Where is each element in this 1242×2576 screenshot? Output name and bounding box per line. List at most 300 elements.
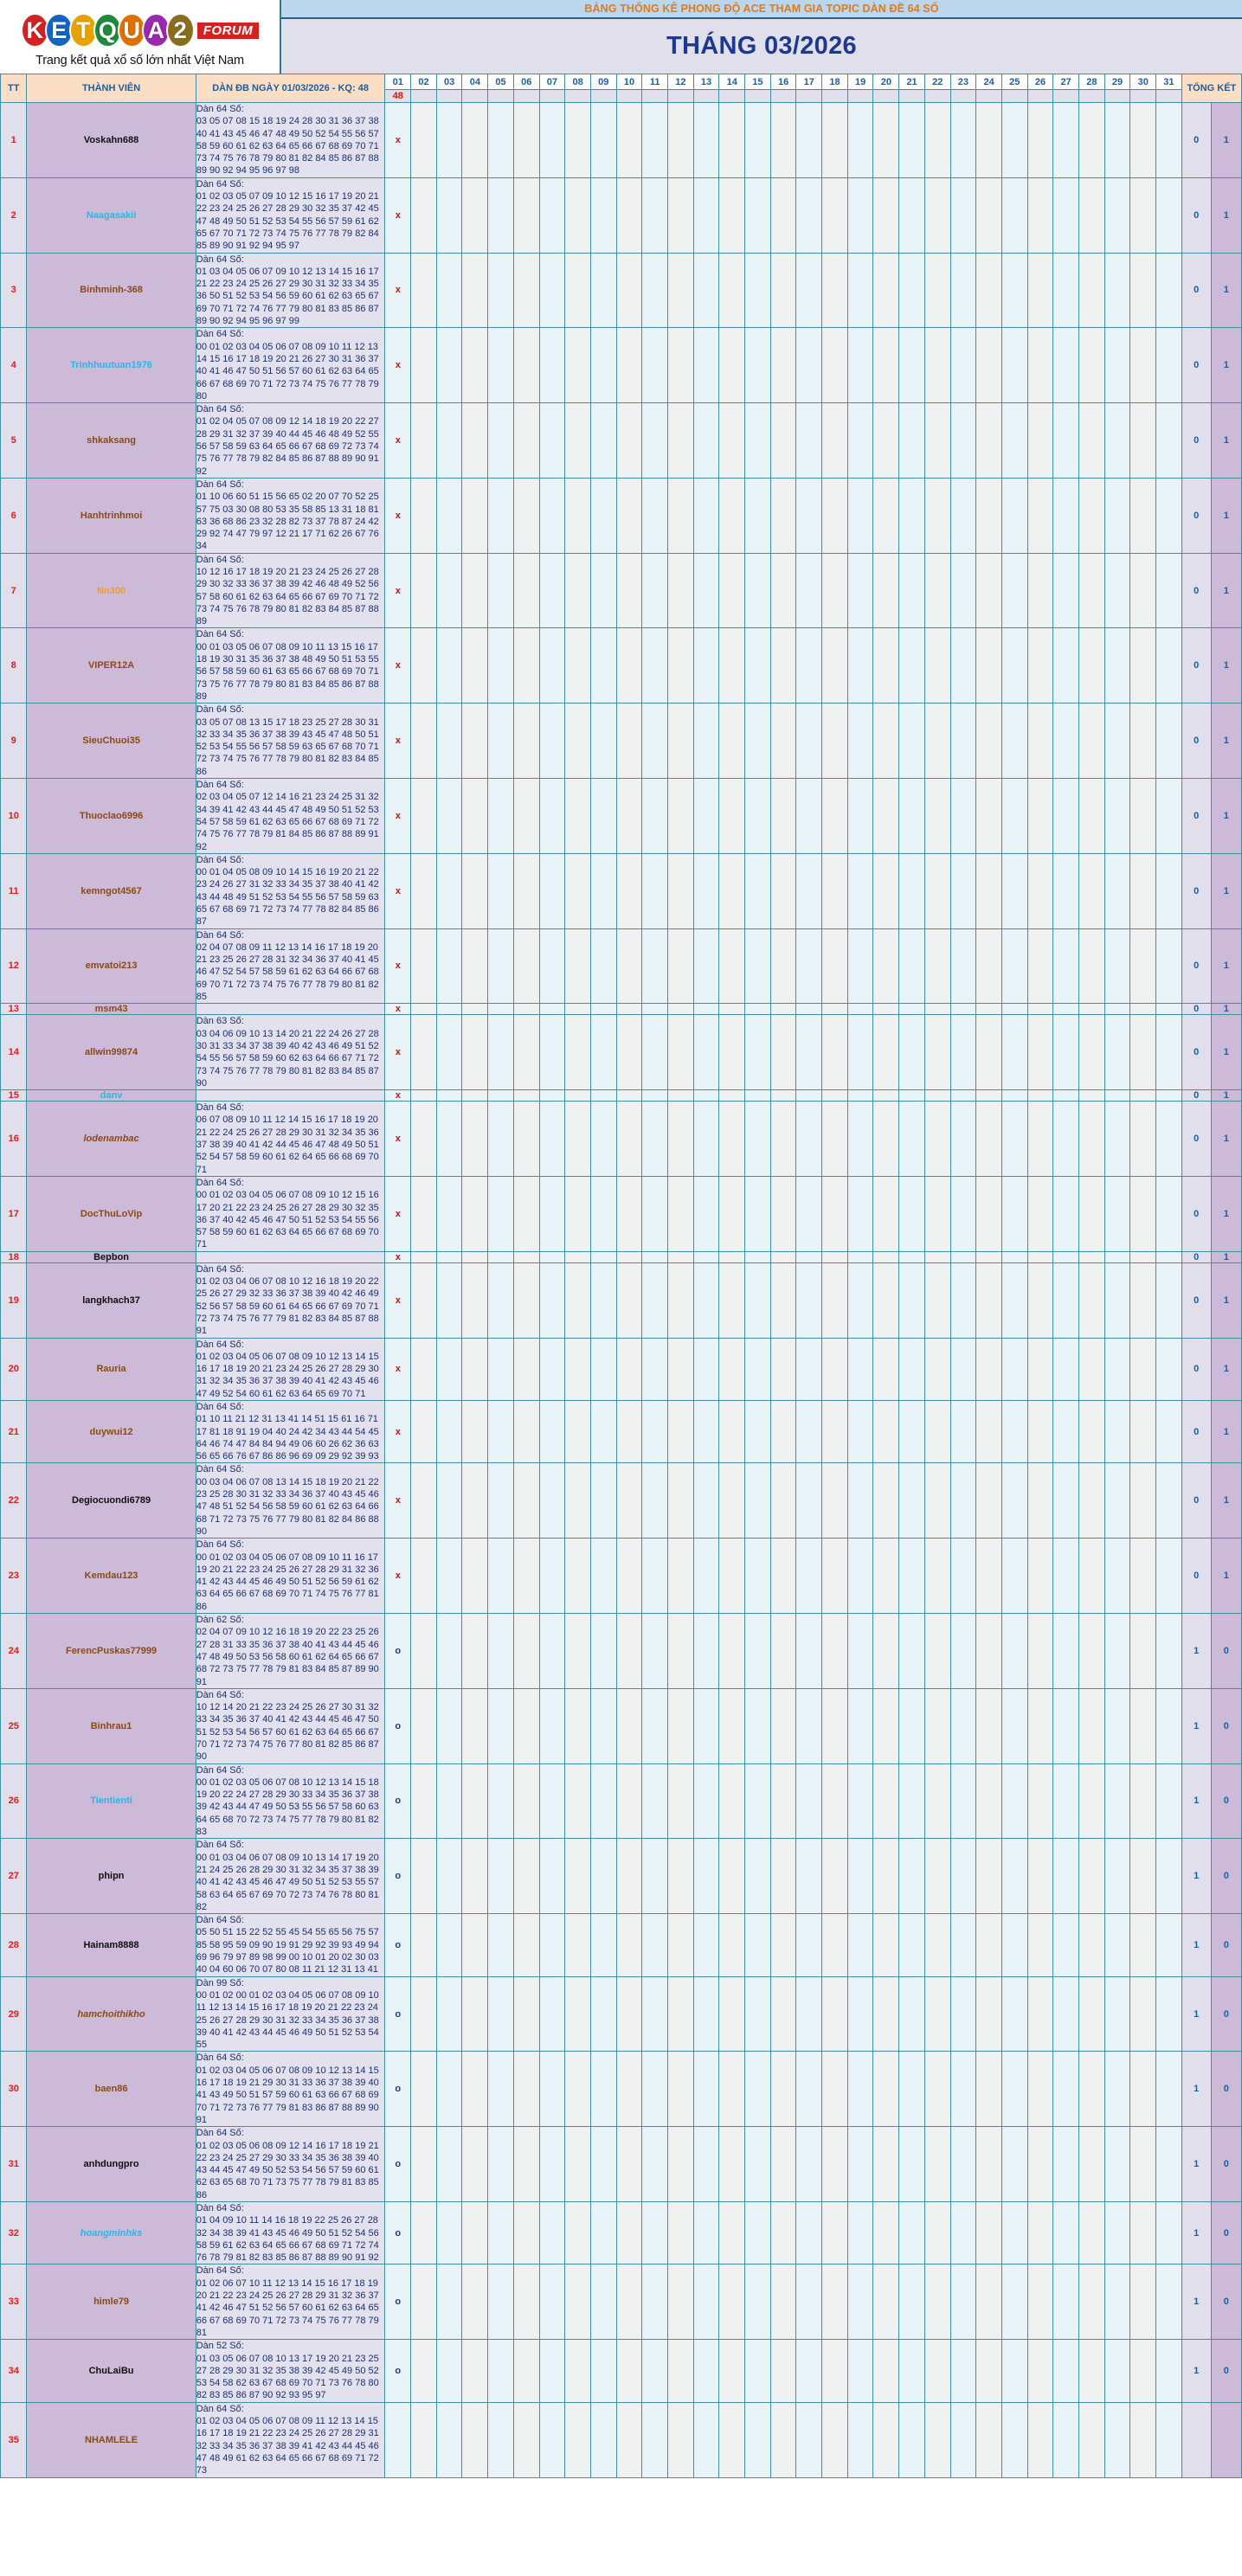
day-cell-30[interactable]	[1130, 2127, 1156, 2202]
day-cell-07[interactable]	[539, 779, 565, 854]
day-cell-21[interactable]	[899, 1262, 925, 1338]
day-cell-02[interactable]	[411, 1015, 437, 1090]
day-cell-09[interactable]	[590, 1839, 616, 1914]
day-cell-02[interactable]	[411, 628, 437, 703]
day-cell-21[interactable]	[899, 1338, 925, 1400]
day-cell-26[interactable]	[1027, 1015, 1053, 1090]
day-cell-12[interactable]	[667, 1400, 693, 1462]
day-cell-24[interactable]	[976, 1176, 1002, 1251]
day-cell-08[interactable]	[565, 328, 591, 403]
day-cell-08[interactable]	[565, 928, 591, 1004]
day-cell-01[interactable]: x	[385, 328, 411, 403]
day-cell-20[interactable]	[873, 1090, 899, 1102]
day-cell-26[interactable]	[1027, 1090, 1053, 1102]
day-cell-01[interactable]: x	[385, 1004, 411, 1015]
day-cell-14[interactable]	[719, 1614, 745, 1689]
day-cell-21[interactable]	[899, 403, 925, 479]
day-cell-16[interactable]	[770, 1614, 796, 1689]
day-cell-18[interactable]	[822, 403, 848, 479]
day-cell-12[interactable]	[667, 1176, 693, 1251]
day-cell-11[interactable]	[642, 177, 668, 253]
day-cell-08[interactable]	[565, 2201, 591, 2264]
day-cell-14[interactable]	[719, 553, 745, 628]
day-cell-27[interactable]	[1053, 779, 1079, 854]
day-cell-12[interactable]	[667, 928, 693, 1004]
site-logo[interactable]	[0, 0, 281, 74]
day-cell-09[interactable]	[590, 253, 616, 328]
day-cell-10[interactable]	[616, 1015, 642, 1090]
day-cell-15[interactable]	[745, 553, 771, 628]
day-cell-12[interactable]	[667, 177, 693, 253]
member-name-cell[interactable]	[27, 253, 196, 328]
day-cell-18[interactable]	[822, 1338, 848, 1400]
day-cell-24[interactable]	[976, 2402, 1002, 2477]
day-cell-12[interactable]	[667, 1688, 693, 1763]
day-cell-12[interactable]	[667, 103, 693, 178]
day-cell-21[interactable]	[899, 2264, 925, 2340]
day-cell-16[interactable]	[770, 1015, 796, 1090]
day-cell-13[interactable]	[693, 2264, 719, 2340]
day-cell-23[interactable]	[950, 1400, 976, 1462]
member-name-cell[interactable]	[27, 779, 196, 854]
day-cell-17[interactable]	[796, 1015, 822, 1090]
day-cell-25[interactable]	[1001, 779, 1027, 854]
day-cell-30[interactable]	[1130, 1400, 1156, 1462]
day-cell-30[interactable]	[1130, 253, 1156, 328]
day-cell-02[interactable]	[411, 103, 437, 178]
day-cell-21[interactable]	[899, 2201, 925, 2264]
day-cell-31[interactable]	[1156, 553, 1182, 628]
day-cell-13[interactable]	[693, 1102, 719, 1177]
day-cell-20[interactable]	[873, 103, 899, 178]
day-cell-05[interactable]	[488, 253, 514, 328]
member-name-cell[interactable]	[27, 1015, 196, 1090]
day-cell-29[interactable]	[1104, 328, 1130, 403]
day-cell-12[interactable]	[667, 1839, 693, 1914]
day-cell-27[interactable]	[1053, 703, 1079, 779]
day-cell-06[interactable]	[513, 853, 539, 928]
day-cell-09[interactable]	[590, 1004, 616, 1015]
day-cell-05[interactable]	[488, 1539, 514, 1614]
day-cell-04[interactable]	[462, 2052, 488, 2127]
day-cell-19[interactable]	[847, 1090, 873, 1102]
day-cell-24[interactable]	[976, 553, 1002, 628]
day-cell-15[interactable]	[745, 2402, 771, 2477]
day-cell-29[interactable]	[1104, 478, 1130, 553]
col-header-day-02[interactable]: 02	[411, 74, 437, 90]
col-header-day-18[interactable]: 18	[822, 74, 848, 90]
day-cell-17[interactable]	[796, 553, 822, 628]
day-cell-21[interactable]	[899, 478, 925, 553]
day-cell-27[interactable]	[1053, 1102, 1079, 1177]
day-cell-03[interactable]	[436, 1176, 462, 1251]
day-cell-20[interactable]	[873, 703, 899, 779]
day-cell-02[interactable]	[411, 1102, 437, 1177]
day-cell-07[interactable]	[539, 1251, 565, 1262]
day-cell-11[interactable]	[642, 403, 668, 479]
day-cell-17[interactable]	[796, 403, 822, 479]
day-cell-22[interactable]	[924, 1839, 950, 1914]
day-cell-17[interactable]	[796, 103, 822, 178]
day-cell-26[interactable]	[1027, 1262, 1053, 1338]
day-cell-07[interactable]	[539, 328, 565, 403]
day-cell-14[interactable]	[719, 103, 745, 178]
day-cell-14[interactable]	[719, 403, 745, 479]
day-cell-02[interactable]	[411, 853, 437, 928]
day-cell-04[interactable]	[462, 703, 488, 779]
day-cell-20[interactable]	[873, 1463, 899, 1539]
day-cell-08[interactable]	[565, 703, 591, 779]
member-name-cell[interactable]	[27, 1463, 196, 1539]
day-cell-18[interactable]	[822, 1976, 848, 2052]
day-cell-11[interactable]	[642, 1251, 668, 1262]
day-cell-29[interactable]	[1104, 779, 1130, 854]
day-cell-19[interactable]	[847, 1976, 873, 2052]
day-cell-19[interactable]	[847, 1688, 873, 1763]
day-cell-14[interactable]	[719, 1015, 745, 1090]
day-cell-27[interactable]	[1053, 253, 1079, 328]
day-cell-04[interactable]	[462, 1976, 488, 2052]
day-cell-19[interactable]	[847, 2201, 873, 2264]
day-cell-24[interactable]	[976, 1539, 1002, 1614]
day-cell-23[interactable]	[950, 1976, 976, 2052]
day-cell-09[interactable]	[590, 553, 616, 628]
day-cell-29[interactable]	[1104, 253, 1130, 328]
day-cell-16[interactable]	[770, 2402, 796, 2477]
day-cell-16[interactable]	[770, 1539, 796, 1614]
day-cell-20[interactable]	[873, 2340, 899, 2402]
day-cell-22[interactable]	[924, 1090, 950, 1102]
day-cell-14[interactable]	[719, 1338, 745, 1400]
day-cell-10[interactable]	[616, 1400, 642, 1462]
day-cell-28[interactable]	[1078, 853, 1104, 928]
day-cell-15[interactable]	[745, 1251, 771, 1262]
day-cell-23[interactable]	[950, 1262, 976, 1338]
day-cell-17[interactable]	[796, 1763, 822, 1839]
day-cell-07[interactable]	[539, 1400, 565, 1462]
day-cell-18[interactable]	[822, 553, 848, 628]
day-cell-25[interactable]	[1001, 928, 1027, 1004]
day-cell-28[interactable]	[1078, 1004, 1104, 1015]
day-cell-30[interactable]	[1130, 403, 1156, 479]
day-cell-01[interactable]: o	[385, 2340, 411, 2402]
day-cell-27[interactable]	[1053, 1090, 1079, 1102]
day-cell-16[interactable]	[770, 1914, 796, 1976]
day-cell-31[interactable]	[1156, 1839, 1182, 1914]
day-cell-18[interactable]	[822, 2201, 848, 2264]
day-cell-15[interactable]	[745, 1614, 771, 1689]
day-cell-25[interactable]	[1001, 1400, 1027, 1462]
day-cell-17[interactable]	[796, 478, 822, 553]
col-header-day-05[interactable]: 05	[488, 74, 514, 90]
day-cell-24[interactable]	[976, 253, 1002, 328]
day-cell-26[interactable]	[1027, 478, 1053, 553]
day-cell-20[interactable]	[873, 1338, 899, 1400]
day-cell-14[interactable]	[719, 1839, 745, 1914]
day-cell-25[interactable]	[1001, 1914, 1027, 1976]
day-cell-05[interactable]	[488, 628, 514, 703]
day-cell-26[interactable]	[1027, 928, 1053, 1004]
day-cell-04[interactable]	[462, 2264, 488, 2340]
day-cell-17[interactable]	[796, 628, 822, 703]
day-cell-22[interactable]	[924, 1614, 950, 1689]
day-cell-12[interactable]	[667, 779, 693, 854]
day-cell-08[interactable]	[565, 1090, 591, 1102]
col-header-day-12[interactable]: 12	[667, 74, 693, 90]
day-cell-27[interactable]	[1053, 103, 1079, 178]
day-cell-01[interactable]: o	[385, 1976, 411, 2052]
day-cell-09[interactable]	[590, 478, 616, 553]
day-cell-14[interactable]	[719, 2340, 745, 2402]
day-cell-12[interactable]	[667, 2264, 693, 2340]
day-cell-19[interactable]	[847, 1102, 873, 1177]
day-cell-01[interactable]: x	[385, 1015, 411, 1090]
day-cell-29[interactable]	[1104, 1688, 1130, 1763]
day-cell-04[interactable]	[462, 553, 488, 628]
day-cell-01[interactable]: x	[385, 1090, 411, 1102]
day-cell-23[interactable]	[950, 1688, 976, 1763]
member-name-cell[interactable]	[27, 1976, 196, 2052]
day-cell-25[interactable]	[1001, 1176, 1027, 1251]
day-cell-30[interactable]	[1130, 1338, 1156, 1400]
col-header-day-16[interactable]: 16	[770, 74, 796, 90]
day-cell-02[interactable]	[411, 2264, 437, 2340]
day-cell-27[interactable]	[1053, 2402, 1079, 2477]
day-cell-26[interactable]	[1027, 1763, 1053, 1839]
day-cell-15[interactable]	[745, 1976, 771, 2052]
day-cell-06[interactable]	[513, 928, 539, 1004]
day-cell-01[interactable]: x	[385, 1262, 411, 1338]
day-cell-14[interactable]	[719, 1763, 745, 1839]
day-cell-28[interactable]	[1078, 1763, 1104, 1839]
day-cell-19[interactable]	[847, 2127, 873, 2202]
day-cell-26[interactable]	[1027, 1338, 1053, 1400]
day-cell-10[interactable]	[616, 928, 642, 1004]
day-cell-13[interactable]	[693, 553, 719, 628]
day-cell-17[interactable]	[796, 2201, 822, 2264]
day-cell-25[interactable]	[1001, 328, 1027, 403]
day-cell-08[interactable]	[565, 628, 591, 703]
day-cell-25[interactable]	[1001, 177, 1027, 253]
day-cell-31[interactable]	[1156, 2340, 1182, 2402]
day-cell-31[interactable]	[1156, 403, 1182, 479]
day-cell-09[interactable]	[590, 928, 616, 1004]
day-cell-13[interactable]	[693, 1539, 719, 1614]
day-cell-09[interactable]	[590, 1176, 616, 1251]
day-cell-21[interactable]	[899, 1463, 925, 1539]
day-cell-28[interactable]	[1078, 628, 1104, 703]
day-cell-13[interactable]	[693, 1015, 719, 1090]
day-cell-11[interactable]	[642, 2340, 668, 2402]
day-cell-06[interactable]	[513, 1176, 539, 1251]
day-cell-09[interactable]	[590, 1614, 616, 1689]
day-cell-16[interactable]	[770, 2052, 796, 2127]
day-cell-16[interactable]	[770, 478, 796, 553]
day-cell-27[interactable]	[1053, 1976, 1079, 2052]
day-cell-17[interactable]	[796, 2340, 822, 2402]
day-cell-27[interactable]	[1053, 478, 1079, 553]
day-cell-19[interactable]	[847, 928, 873, 1004]
day-cell-09[interactable]	[590, 1976, 616, 2052]
day-cell-31[interactable]	[1156, 1004, 1182, 1015]
day-cell-02[interactable]	[411, 2340, 437, 2402]
day-cell-29[interactable]	[1104, 1015, 1130, 1090]
day-cell-31[interactable]	[1156, 1463, 1182, 1539]
day-cell-05[interactable]	[488, 177, 514, 253]
day-cell-07[interactable]	[539, 1688, 565, 1763]
day-cell-25[interactable]	[1001, 1463, 1027, 1539]
day-cell-04[interactable]	[462, 1400, 488, 1462]
day-cell-21[interactable]	[899, 1539, 925, 1614]
day-cell-30[interactable]	[1130, 1463, 1156, 1539]
day-cell-24[interactable]	[976, 853, 1002, 928]
member-name-cell[interactable]	[27, 478, 196, 553]
day-cell-26[interactable]	[1027, 1688, 1053, 1763]
day-cell-04[interactable]	[462, 1539, 488, 1614]
day-cell-06[interactable]	[513, 1839, 539, 1914]
day-cell-08[interactable]	[565, 2402, 591, 2477]
day-cell-29[interactable]	[1104, 1400, 1130, 1462]
day-cell-08[interactable]	[565, 1688, 591, 1763]
day-cell-18[interactable]	[822, 1463, 848, 1539]
day-cell-15[interactable]	[745, 1262, 771, 1338]
day-cell-23[interactable]	[950, 1338, 976, 1400]
day-cell-08[interactable]	[565, 2264, 591, 2340]
member-name-cell[interactable]	[27, 2340, 196, 2402]
day-cell-30[interactable]	[1130, 553, 1156, 628]
day-cell-04[interactable]	[462, 253, 488, 328]
day-cell-25[interactable]	[1001, 1090, 1027, 1102]
day-cell-31[interactable]	[1156, 1688, 1182, 1763]
day-cell-25[interactable]	[1001, 478, 1027, 553]
day-cell-21[interactable]	[899, 1090, 925, 1102]
day-cell-26[interactable]	[1027, 2052, 1053, 2127]
day-cell-23[interactable]	[950, 628, 976, 703]
day-cell-23[interactable]	[950, 1914, 976, 1976]
day-cell-29[interactable]	[1104, 1976, 1130, 2052]
day-cell-15[interactable]	[745, 928, 771, 1004]
day-cell-14[interactable]	[719, 1004, 745, 1015]
day-cell-04[interactable]	[462, 1004, 488, 1015]
day-cell-09[interactable]	[590, 2201, 616, 2264]
day-cell-27[interactable]	[1053, 1015, 1079, 1090]
day-cell-07[interactable]	[539, 1102, 565, 1177]
day-cell-03[interactable]	[436, 1090, 462, 1102]
day-cell-08[interactable]	[565, 1400, 591, 1462]
day-cell-23[interactable]	[950, 1176, 976, 1251]
day-cell-07[interactable]	[539, 1763, 565, 1839]
day-cell-03[interactable]	[436, 1251, 462, 1262]
day-cell-13[interactable]	[693, 1176, 719, 1251]
day-cell-12[interactable]	[667, 628, 693, 703]
day-cell-06[interactable]	[513, 1976, 539, 2052]
day-cell-09[interactable]	[590, 1688, 616, 1763]
day-cell-25[interactable]	[1001, 2340, 1027, 2402]
day-cell-27[interactable]	[1053, 2201, 1079, 2264]
day-cell-27[interactable]	[1053, 1463, 1079, 1539]
day-cell-24[interactable]	[976, 1400, 1002, 1462]
day-cell-20[interactable]	[873, 1614, 899, 1689]
day-cell-13[interactable]	[693, 1251, 719, 1262]
day-cell-09[interactable]	[590, 1914, 616, 1976]
day-cell-10[interactable]	[616, 1839, 642, 1914]
day-cell-05[interactable]	[488, 1688, 514, 1763]
day-cell-07[interactable]	[539, 1539, 565, 1614]
day-cell-03[interactable]	[436, 2264, 462, 2340]
day-cell-15[interactable]	[745, 253, 771, 328]
day-cell-06[interactable]	[513, 2201, 539, 2264]
day-cell-27[interactable]	[1053, 403, 1079, 479]
day-cell-30[interactable]	[1130, 1539, 1156, 1614]
day-cell-24[interactable]	[976, 1463, 1002, 1539]
day-cell-16[interactable]	[770, 779, 796, 854]
day-cell-13[interactable]	[693, 1914, 719, 1976]
day-cell-14[interactable]	[719, 253, 745, 328]
day-cell-10[interactable]	[616, 1539, 642, 1614]
day-cell-29[interactable]	[1104, 103, 1130, 178]
day-cell-31[interactable]	[1156, 1015, 1182, 1090]
day-cell-28[interactable]	[1078, 779, 1104, 854]
day-cell-16[interactable]	[770, 1463, 796, 1539]
day-cell-13[interactable]	[693, 2340, 719, 2402]
day-cell-26[interactable]	[1027, 1004, 1053, 1015]
day-cell-14[interactable]	[719, 1539, 745, 1614]
day-cell-14[interactable]	[719, 328, 745, 403]
day-cell-27[interactable]	[1053, 2340, 1079, 2402]
day-cell-20[interactable]	[873, 1976, 899, 2052]
day-cell-18[interactable]	[822, 1763, 848, 1839]
day-cell-26[interactable]	[1027, 2264, 1053, 2340]
day-cell-12[interactable]	[667, 1763, 693, 1839]
day-cell-24[interactable]	[976, 1004, 1002, 1015]
day-cell-02[interactable]	[411, 1976, 437, 2052]
day-cell-10[interactable]	[616, 1251, 642, 1262]
day-cell-30[interactable]	[1130, 1976, 1156, 2052]
day-cell-22[interactable]	[924, 853, 950, 928]
day-cell-19[interactable]	[847, 2264, 873, 2340]
day-cell-03[interactable]	[436, 1102, 462, 1177]
day-cell-31[interactable]	[1156, 478, 1182, 553]
day-cell-21[interactable]	[899, 928, 925, 1004]
day-cell-15[interactable]	[745, 703, 771, 779]
day-cell-02[interactable]	[411, 1251, 437, 1262]
day-cell-20[interactable]	[873, 403, 899, 479]
day-cell-15[interactable]	[745, 1914, 771, 1976]
day-cell-27[interactable]	[1053, 1338, 1079, 1400]
day-cell-01[interactable]: o	[385, 2127, 411, 2202]
day-cell-01[interactable]: x	[385, 853, 411, 928]
day-cell-21[interactable]	[899, 1688, 925, 1763]
day-cell-31[interactable]	[1156, 2264, 1182, 2340]
day-cell-01[interactable]: x	[385, 628, 411, 703]
day-cell-22[interactable]	[924, 1914, 950, 1976]
day-cell-15[interactable]	[745, 177, 771, 253]
day-cell-10[interactable]	[616, 2127, 642, 2202]
day-cell-19[interactable]	[847, 253, 873, 328]
day-cell-29[interactable]	[1104, 553, 1130, 628]
day-cell-11[interactable]	[642, 2264, 668, 2340]
day-cell-31[interactable]	[1156, 328, 1182, 403]
day-cell-02[interactable]	[411, 1090, 437, 1102]
day-cell-08[interactable]	[565, 779, 591, 854]
day-cell-13[interactable]	[693, 1839, 719, 1914]
day-cell-17[interactable]	[796, 1463, 822, 1539]
day-cell-13[interactable]	[693, 779, 719, 854]
day-cell-28[interactable]	[1078, 1976, 1104, 2052]
member-name-cell[interactable]	[27, 2264, 196, 2340]
day-cell-25[interactable]	[1001, 553, 1027, 628]
day-cell-09[interactable]	[590, 1338, 616, 1400]
